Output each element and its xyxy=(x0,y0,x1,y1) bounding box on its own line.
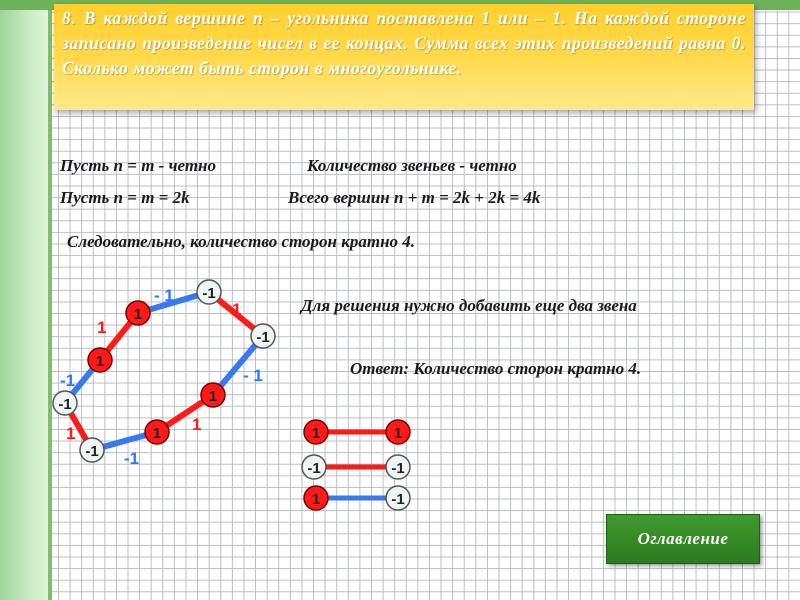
edge-label-right-blue: - 1 xyxy=(243,366,263,385)
red-node xyxy=(126,301,150,325)
line2-right: Всего вершин n + m = 2k + 2k = 4k xyxy=(288,188,541,207)
svg-text:-1: -1 xyxy=(391,460,405,477)
line2-left: Пусть n = m = 2k xyxy=(60,188,190,207)
edge-label-left-red: 1 xyxy=(97,318,107,337)
white-node xyxy=(80,438,104,462)
white-node xyxy=(197,280,221,304)
line1-left: Пусть n = m - четно xyxy=(60,156,216,175)
answer-text: Ответ: Количество сторон кратно 4. xyxy=(350,359,642,378)
edge-label-left-blue: -1 xyxy=(60,371,76,390)
line1-right: Количество звеньев - четно xyxy=(307,156,517,175)
edge-label-bottom-blue: -1 xyxy=(124,449,140,468)
red-node xyxy=(145,420,169,444)
white-node xyxy=(251,324,275,348)
svg-text:-1: -1 xyxy=(202,285,216,302)
hint-text: Для решения нужно добавить еще два звена xyxy=(301,296,637,315)
white-node xyxy=(302,455,326,479)
svg-text:1: 1 xyxy=(152,425,162,442)
svg-text:1: 1 xyxy=(208,388,218,405)
red-node xyxy=(304,420,328,444)
svg-text:1: 1 xyxy=(311,491,321,508)
svg-text:-1: -1 xyxy=(58,396,72,413)
red-node xyxy=(386,420,410,444)
svg-text:-1: -1 xyxy=(256,329,270,346)
edge-label-top-blue: - 1 xyxy=(154,286,174,305)
white-node xyxy=(386,455,410,479)
svg-text:1: 1 xyxy=(311,425,321,442)
white-node xyxy=(386,486,410,510)
conclusion-text: Следовательно, количество сторон кратно 4. xyxy=(67,232,416,251)
red-node xyxy=(304,486,328,510)
edge-label-top-red: 1 xyxy=(232,300,242,319)
svg-text:-1: -1 xyxy=(307,460,321,477)
svg-text:1: 1 xyxy=(133,306,143,323)
edge-label-left-small-red: 1 xyxy=(66,424,76,443)
svg-text:-1: -1 xyxy=(391,491,405,508)
problem-text: 8. В каждой вершине n – угольника поставлена 1 или – 1. На каждой стороне записано произведение чисел в ее концах. Сумма всех этих произведений равна 0. Сколько может быть сторон в многоугольнике. xyxy=(62,8,746,78)
edge-label-bottom-red: 1 xyxy=(192,415,202,434)
white-node xyxy=(53,391,77,415)
svg-text:1: 1 xyxy=(95,353,105,370)
svg-text:-1: -1 xyxy=(85,443,99,460)
svg-text:1: 1 xyxy=(393,425,403,442)
red-node xyxy=(88,348,112,372)
red-node xyxy=(201,383,225,407)
toc-button[interactable]: Оглавление xyxy=(606,514,760,564)
